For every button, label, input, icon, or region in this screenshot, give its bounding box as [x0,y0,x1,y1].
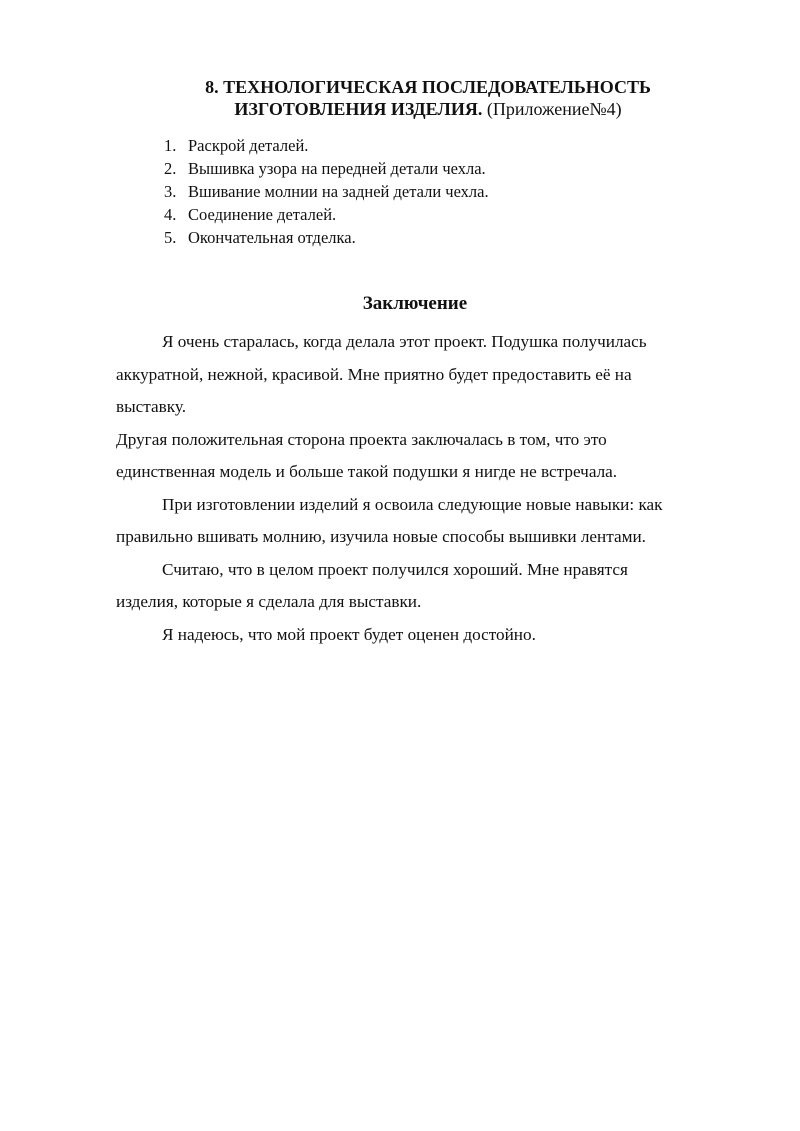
step-number: 5. [164,228,177,247]
list-item [164,226,489,249]
conclusion-line: выставку. [116,397,187,416]
step-number: 1. [164,136,177,155]
step-number: 2. [164,159,177,178]
conclusion-line: При изготовлении изделий я освоила следующие новые навыки: как [162,494,663,514]
step-text: Соединение деталей. [188,205,337,224]
conclusion-line: Я очень старалась, когда делала этот проект. Подушка получилась [162,332,647,351]
list-item [164,180,489,203]
conclusion-line: Другая положительная сторона проекта заключалась в том, что это [116,429,607,449]
section-title-line-2 [100,98,756,120]
section-title-note: (Приложение№4) [482,99,622,119]
conclusion-line: правильно вшивать молнию, изучила новые способы вышивки лентами. [116,527,646,546]
section-title-line-1: 8. ТЕХНОЛОГИЧЕСКАЯ ПОСЛЕДОВАТЕЛЬНОСТЬ [205,77,651,97]
conclusion-heading: Заключение [362,293,468,314]
step-text: Раскрой деталей. [188,136,309,155]
step-text: Вышивка узора на передней детали чехла. [188,159,486,178]
conclusion-line: Считаю, что в целом проект получился хороший. Мне нравятся [162,559,628,579]
conclusion-line: изделия, которые я сделала для выставки. [116,592,422,611]
process-steps-list [164,134,489,249]
step-text: Окончательная отделка. [188,228,356,247]
step-number: 3. [164,182,177,201]
list-item [164,134,489,157]
conclusion-line: Я надеюсь, что мой проект будет оценен достойно. [162,624,536,644]
section-title [100,76,756,120]
section-title-main: ИЗГОТОВЛЕНИЯ ИЗДЕЛИЯ. [234,99,483,119]
list-item [164,203,489,226]
step-text: Вшивание молнии на задней детали чехла. [188,182,489,201]
step-number: 4. [164,205,177,224]
conclusion-text [116,326,756,651]
list-item [164,157,489,180]
conclusion-line: аккуратной, нежной, красивой. Мне приятно будет предоставить её на [116,364,632,384]
conclusion-line: единственная модель и больше такой подушки я нигде не встречала. [116,462,618,481]
